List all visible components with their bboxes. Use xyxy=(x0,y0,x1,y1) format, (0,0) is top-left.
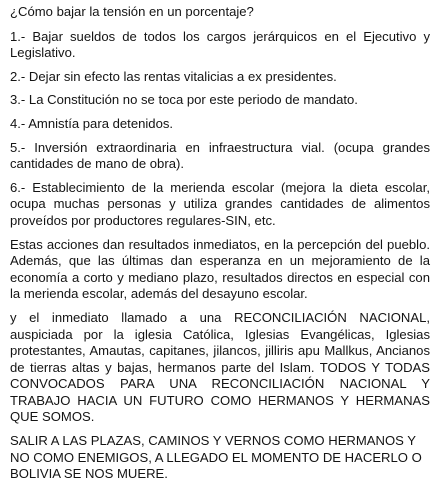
list-item-1: 1.- Bajar sueldos de todos los cargos jerárquicos en el Ejecutivo y Legislativo. xyxy=(10,28,430,61)
question-heading: ¿Cómo bajar la tensión en un porcentaje? xyxy=(10,4,254,19)
results-paragraph: Estas acciones dan resultados inmediatos, en la percepción del pueblo. Además, que las últimas dan esperanza en un mejoramiento de la economía a corto y mediano plazo, resultados directos en especial con la merienda escolar, además del desayuno escolar. xyxy=(10,236,430,302)
reconciliation-paragraph: y el inmediato llamado a una RECONCILIACIÓN NACIONAL, auspiciada por la iglesia Católica, Iglesias Evangélicas, Iglesias protestantes, Amautas, capitanes, jilancos, jilliris apu Mallkus, Ancianos de tierras altas y bajas, hermanos parte del Islam. TODOS Y TODAS CONVOCADOS PARA UNA RECONCILIACIÓN NACIONAL Y TRABAJO HACIA UN FUTURO COMO HERMANOS Y HERMANAS QUE SOMOS. xyxy=(10,309,430,425)
list-item-3: 3.- La Constitución no se toca por este periodo de mandato. xyxy=(10,92,358,108)
closing-paragraph: SALIR A LAS PLAZAS, CAMINOS Y VERNOS COMO HERMANOS Y NO COMO ENEMIGOS, A LLEGADO EL MOMENTO DE HACERLO O BOLIVIA SE NOS MUERE. xyxy=(10,433,422,482)
list-item-5: 5.- Inversión extraordinaria en infraestructura vial. (ocupa grandes cantidades de mano de obra). xyxy=(10,139,430,172)
list-item-6: 6.- Establecimiento de la merienda escolar (mejora la dieta escolar, ocupa muchas personas y utiliza grandes cantidades de alimentos proveídos por productores regulares-SIN, etc. xyxy=(10,179,430,228)
list-item-4: 4.- Amnistía para detenidos. xyxy=(10,115,174,131)
list-item-2: 2.- Dejar sin efecto las rentas vitalicias a ex presidentes. xyxy=(10,68,337,84)
